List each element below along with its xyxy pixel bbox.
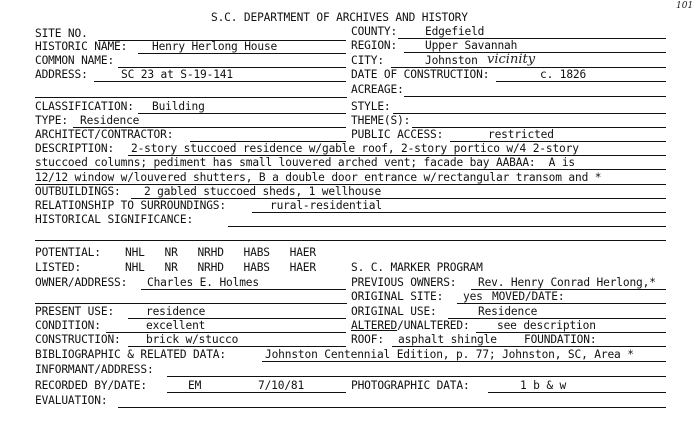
informant-line bbox=[167, 376, 666, 377]
page-number: 101 bbox=[676, 1, 694, 11]
outbuildings-label: OUTBUILDINGS: bbox=[35, 185, 121, 198]
altered-label bbox=[351, 320, 470, 332]
classification-label: CLASSIFICATION: bbox=[35, 100, 134, 113]
relationship-label: RELATIONSHIP TO SURROUNDINGS: bbox=[35, 199, 226, 212]
photographic-data-line bbox=[488, 392, 666, 393]
construction-value: brick w/stucco bbox=[146, 333, 239, 346]
form-title: S.C. DEPARTMENT OF ARCHIVES AND HISTORY bbox=[211, 11, 468, 24]
bibliographic-value: Johnston Centennial Edition, p. 77; Johnston, SC, Area * bbox=[265, 348, 634, 361]
construction-line bbox=[128, 346, 346, 347]
present-use-value: residence bbox=[146, 305, 206, 318]
potential-label: POTENTIAL: bbox=[35, 246, 101, 259]
previous-owners-value: Rev. Henry Conrad Herlong,* bbox=[478, 276, 656, 289]
listed-options: NHL NR NRHD HABS HAER bbox=[125, 261, 316, 274]
relationship-value: rural-residential bbox=[270, 199, 382, 212]
previous-owners-label: PREVIOUS OWNERS: bbox=[351, 276, 457, 289]
owner-address-label: OWNER/ADDRESS: bbox=[35, 276, 128, 289]
classification-value: Building bbox=[152, 100, 205, 113]
description-line-3: 12/12 window w/louvered shutters, B a double door entrance w/rectangular transom and * bbox=[35, 171, 602, 184]
common-name-label: COMMON NAME: bbox=[35, 54, 115, 67]
original-site-label: ORIGINAL SITE: bbox=[351, 290, 444, 303]
description-line-1: 2-story stuccoed residence w/gable roof, 2-story portico w/4 2-story bbox=[131, 142, 579, 155]
condition-label: CONDITION: bbox=[35, 319, 101, 332]
original-use-value: Residence bbox=[478, 305, 538, 318]
original-site-value: yes bbox=[463, 290, 483, 303]
foundation-label: FOUNDATION: bbox=[524, 333, 597, 346]
outbuildings-value: 2 gabled stuccoed sheds, 1 wellhouse bbox=[144, 185, 382, 198]
roof-label: ROOF: bbox=[351, 333, 384, 346]
description-label: DESCRIPTION: bbox=[35, 142, 115, 155]
bibliographic-label: BIBLIOGRAPHIC & RELATED DATA: bbox=[35, 348, 226, 361]
historical-significance-label: HISTORICAL SIGNIFICANCE: bbox=[35, 213, 194, 226]
acreage-label: ACREAGE: bbox=[351, 83, 404, 96]
type-value: Residence bbox=[80, 114, 140, 127]
unaltered-label: /UNALTERED: bbox=[397, 319, 470, 332]
construction-label: CONSTRUCTION: bbox=[35, 333, 121, 346]
recorded-date: 7/10/81 bbox=[258, 379, 305, 392]
evaluation-line bbox=[118, 407, 666, 408]
recorded-by-initials: EM bbox=[188, 379, 202, 392]
region-label: REGION: bbox=[351, 39, 398, 52]
roof-line bbox=[392, 346, 666, 347]
historic-name-label: HISTORIC NAME: bbox=[35, 40, 128, 53]
historic-name-value: Henry Herlong House bbox=[152, 40, 278, 53]
photographic-data-value: 1 b & w bbox=[520, 379, 567, 392]
present-use-label: PRESENT USE: bbox=[35, 305, 115, 318]
relationship-line bbox=[252, 212, 666, 213]
marker-program-heading: S. C. MARKER PROGRAM bbox=[351, 261, 483, 274]
public-access-label: PUBLIC ACCESS: bbox=[351, 128, 444, 141]
public-access-value: restricted bbox=[488, 128, 554, 141]
description-line-2: stuccoed columns; pediment has small louvered arched vent; facade bay AABAA: A is bbox=[35, 156, 576, 169]
region-value: Upper Savannah bbox=[425, 39, 518, 52]
acreage-line bbox=[404, 96, 666, 97]
listed-label: LISTED: bbox=[35, 261, 82, 274]
style-label: STYLE: bbox=[351, 100, 391, 113]
evaluation-label: EVALUATION: bbox=[35, 394, 108, 407]
original-site-line bbox=[457, 303, 666, 304]
informant-label: INFORMANT/ADDRESS: bbox=[35, 363, 154, 376]
city-handwritten-note: vicinity bbox=[487, 52, 536, 67]
photographic-data-label: PHOTOGRAPHIC DATA: bbox=[351, 379, 470, 392]
city-label: CITY: bbox=[351, 54, 384, 67]
original-use-label: ORIGINAL USE: bbox=[351, 305, 437, 318]
owner-address-value: Charles E. Holmes bbox=[147, 276, 259, 289]
date-of-construction-line bbox=[496, 81, 666, 82]
address-value: SC 23 at S-19-141 bbox=[121, 68, 233, 81]
potential-options: NHL NR NRHD HABS HAER bbox=[125, 246, 316, 259]
recorded-by-line bbox=[167, 392, 346, 393]
owner-address-line bbox=[141, 289, 346, 290]
altered-value: see description bbox=[497, 319, 596, 332]
style-line bbox=[393, 113, 666, 114]
site-no-label: SITE NO. bbox=[35, 27, 88, 40]
blank-rule bbox=[35, 240, 666, 241]
date-of-construction-label: DATE OF CONSTRUCTION: bbox=[351, 68, 490, 81]
architect-label: ARCHITECT/CONTRACTOR: bbox=[35, 128, 174, 141]
county-label: COUNTY: bbox=[351, 25, 398, 38]
address-label: ADDRESS: bbox=[35, 68, 88, 81]
classification-line bbox=[138, 113, 346, 114]
bibliographic-line bbox=[262, 361, 666, 362]
description-rule-2 bbox=[35, 169, 666, 170]
condition-value: excellent bbox=[146, 319, 206, 332]
owner-continuation-line bbox=[35, 303, 347, 304]
date-of-construction-value: c. 1826 bbox=[540, 68, 587, 81]
county-value: Edgefield bbox=[425, 25, 485, 38]
historical-significance-line bbox=[228, 226, 666, 227]
moved-date-label: MOVED/DATE: bbox=[492, 290, 565, 303]
recorded-by-label: RECORDED BY/DATE: bbox=[35, 379, 147, 392]
section-divider bbox=[35, 97, 347, 98]
theme-label: THEME(S): bbox=[351, 114, 411, 127]
address-line bbox=[94, 81, 346, 82]
city-value: Johnston bbox=[425, 54, 478, 67]
historic-name-line bbox=[138, 53, 346, 54]
altered-underlined: ALTERED bbox=[351, 319, 398, 332]
roof-value: asphalt shingle bbox=[398, 333, 497, 346]
type-label: TYPE: bbox=[35, 114, 68, 127]
